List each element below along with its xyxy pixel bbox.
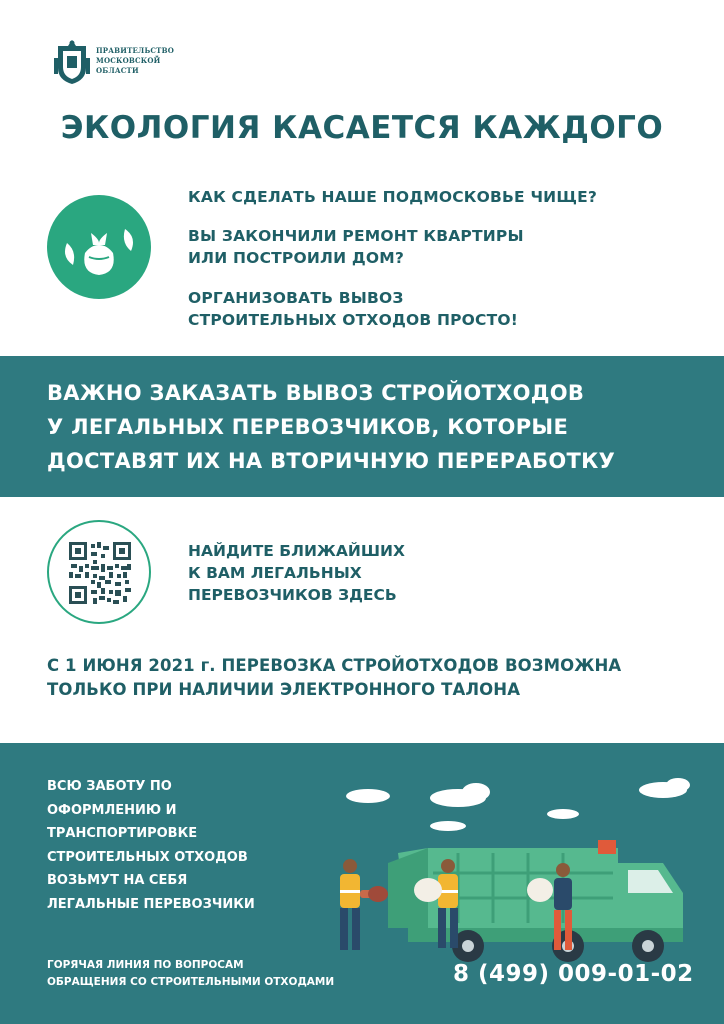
june-notice xyxy=(47,654,621,702)
logo-line-1: ПРАВИТЕЛЬСТВО xyxy=(96,46,175,55)
find-carriers-text xyxy=(188,540,405,606)
hotline-label xyxy=(47,957,334,991)
question-cleaner: КАК СДЕЛАТЬ НАШЕ ПОДМОСКОВЬЕ ЧИЩЕ? xyxy=(188,188,598,206)
care-line: ВСЮ ЗАБОТУ ПО xyxy=(47,779,172,794)
qr-code-circle[interactable] xyxy=(47,520,151,624)
trash-bag-hands-icon xyxy=(47,195,151,299)
coat-of-arms-icon xyxy=(52,38,92,86)
garbage-truck-workers-illustration xyxy=(318,778,708,968)
page-title: ЭКОЛОГИЯ КАСАЕТСЯ КАЖДОГО xyxy=(60,110,664,146)
banner-line-1: ВАЖНО ЗАКАЗАТЬ ВЫВОЗ СТРОЙОТХОДОВ xyxy=(47,381,585,405)
important-banner xyxy=(0,356,724,497)
question-renovation-line1: ВЫ ЗАКОНЧИЛИ РЕМОНТ КВАРТИРЫ xyxy=(188,227,524,245)
care-line: ОФОРМЛЕНИЮ И xyxy=(47,802,177,818)
question-renovation-line2: ИЛИ ПОСТРОИЛИ ДОМ? xyxy=(188,249,405,267)
organize-removal-line2: СТРОИТЕЛЬНЫХ ОТХОДОВ ПРОСТО! xyxy=(188,311,519,329)
notice-line-2: ТОЛЬКО ПРИ НАЛИЧИИ ЭЛЕКТРОННОГО ТАЛОНА xyxy=(47,680,521,699)
care-line: ТРАНСПОРТИРОВКЕ xyxy=(47,826,198,841)
care-line: СТРОИТЕЛЬНЫХ ОТХОДОВ xyxy=(47,849,248,865)
find-line-3: ПЕРЕВОЗЧИКОВ ЗДЕСЬ xyxy=(188,586,397,604)
logo-line-3: ОБЛАСТИ xyxy=(96,66,139,75)
find-line-2: К ВАМ ЛЕГАЛЬНЫХ xyxy=(188,564,362,582)
care-line: ВОЗЬМУТ НА СЕБЯ xyxy=(47,873,188,888)
logo-line-2: МОСКОВСКОЙ xyxy=(96,56,161,65)
banner-line-2: У ЛЕГАЛЬНЫХ ПЕРЕВОЗЧИКОВ, КОТОРЫЕ xyxy=(47,415,569,439)
care-line: ЛЕГАЛЬНЫЕ ПЕРЕВОЗЧИКИ xyxy=(47,896,255,912)
notice-line-1: С 1 ИЮНЯ 2021 г. ПЕРЕВОЗКА СТРОЙОТХОДОВ ВОЗМОЖНА xyxy=(47,656,622,675)
organize-removal-line1: ОРГАНИЗОВАТЬ ВЫВОЗ xyxy=(188,289,404,307)
hotline-phone[interactable]: 8 (499) 009-01-02 xyxy=(453,961,694,987)
hotline-line-1: ГОРЯЧАЯ ЛИНИЯ ПО ВОПРОСАМ xyxy=(47,959,244,971)
qr-code[interactable] xyxy=(67,540,133,606)
find-line-1: НАЙДИТЕ БЛИЖАЙШИХ xyxy=(188,542,405,560)
banner-line-3: ДОСТАВЯТ ИХ НА ВТОРИЧНУЮ ПЕРЕРАБОТКУ xyxy=(47,449,616,473)
care-text xyxy=(47,775,255,916)
hotline-line-2: ОБРАЩЕНИЯ СО СТРОИТЕЛЬНЫМИ ОТХОДАМИ xyxy=(47,976,335,988)
government-logo xyxy=(52,38,192,88)
bottom-banner xyxy=(0,743,724,1024)
